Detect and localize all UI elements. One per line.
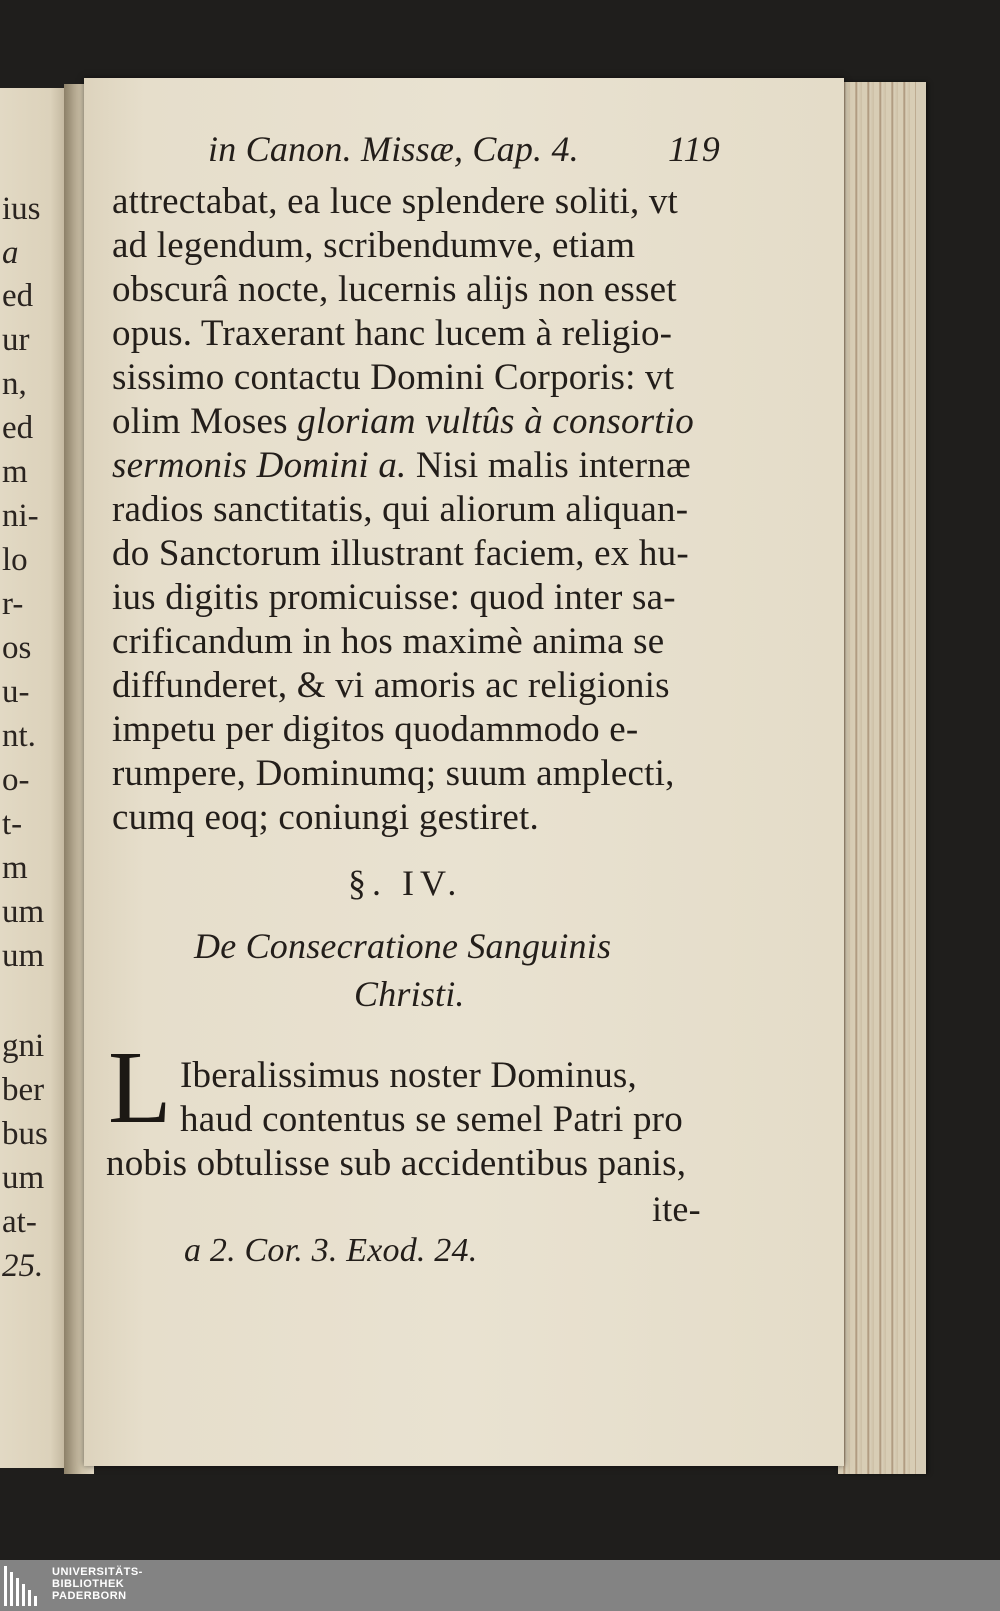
left-fragment: bus [2, 1116, 48, 1152]
text-line: rumpere, Dominumq; suum amplecti, [112, 753, 675, 794]
text-line: radios sanctitatis, qui aliorum aliquan- [112, 489, 689, 530]
library-footer-bar [0, 1560, 1000, 1611]
text-line [112, 444, 691, 487]
left-fragment: ber [2, 1072, 45, 1108]
left-fragment: ur [2, 322, 30, 358]
left-fragment: u- [2, 674, 30, 710]
text-line: crificandum in hos maximè anima se [112, 621, 665, 662]
text-line: diffunderet, & vi amoris ac religionis [112, 665, 670, 706]
library-name-line: UNIVERSITÄTS- [52, 1566, 143, 1578]
left-fragment: 25. [2, 1248, 44, 1284]
text-line: do Sanctorum illustrant faciem, ex hu- [112, 533, 689, 574]
left-fragment: um [2, 894, 45, 930]
left-fragment: um [2, 938, 45, 974]
left-fragment: a [2, 235, 19, 271]
text-line: ad legendum, scribendumve, etiam [112, 225, 636, 266]
section-title-continued: Christi. [354, 974, 465, 1014]
text-italic: gloriam vultûs à consortio [297, 401, 694, 442]
catchword: ite- [652, 1189, 701, 1229]
left-fragment: gni [2, 1028, 45, 1064]
library-logo-icon [4, 1566, 44, 1606]
left-fragment: ed [2, 278, 34, 314]
text-line [112, 400, 694, 443]
page-edges [838, 82, 926, 1474]
text-line: opus. Traxerant hanc lucem à religio- [112, 313, 673, 354]
left-fragment: um [2, 1160, 45, 1196]
left-fragment: m [2, 850, 28, 886]
text-line: haud contentus se semel Patri pro [180, 1099, 683, 1140]
text-roman: Nisi malis internæ [406, 445, 691, 486]
drop-initial: L [108, 1030, 172, 1145]
left-page [0, 88, 72, 1468]
page-number: 119 [668, 129, 720, 169]
text-line: ius digitis promicuisse: quod inter sa- [112, 577, 676, 618]
left-fragment: os [2, 630, 32, 666]
text-line: impetu per digitos quodammodo e- [112, 709, 639, 750]
library-name-line: BIBLIOTHEK [52, 1578, 125, 1590]
text-line: obscurâ nocte, lucernis alijs non esset [112, 269, 677, 310]
section-mark: §. IV. [348, 863, 463, 903]
library-name [52, 1566, 143, 1602]
footnote: a 2. Cor. 3. Exod. 24. [184, 1232, 478, 1269]
text-italic: sermonis Domini a. [112, 445, 407, 486]
left-fragment: lo [2, 542, 28, 578]
left-fragment: n, [2, 366, 27, 402]
left-fragment: ius [2, 191, 41, 227]
left-fragment: r- [2, 586, 24, 622]
left-fragment: at- [2, 1204, 37, 1240]
left-fragment: ni- [2, 498, 39, 534]
text-line: cumq eoq; coniungi gestiret. [112, 797, 539, 838]
text-line: Iberalissimus noster Dominus, [180, 1055, 637, 1096]
left-fragment: t- [2, 806, 23, 842]
text-roman: olim Moses [112, 401, 298, 442]
text-line: attrectabat, ea luce splendere soliti, vt [112, 181, 679, 222]
text-line: nobis obtulisse sub accidentibus panis, [106, 1143, 687, 1184]
left-fragment: o- [2, 762, 30, 798]
running-header: in Canon. Missæ, Cap. 4. [208, 129, 579, 169]
text-line: sissimo contactu Domini Corporis: vt [112, 357, 675, 398]
left-fragment: nt. [2, 718, 36, 754]
section-title: De Consecratione Sanguinis [194, 926, 612, 966]
library-name-line: PADERBORN [52, 1590, 127, 1602]
left-fragment: m [2, 454, 28, 490]
left-fragment: ed [2, 410, 34, 446]
